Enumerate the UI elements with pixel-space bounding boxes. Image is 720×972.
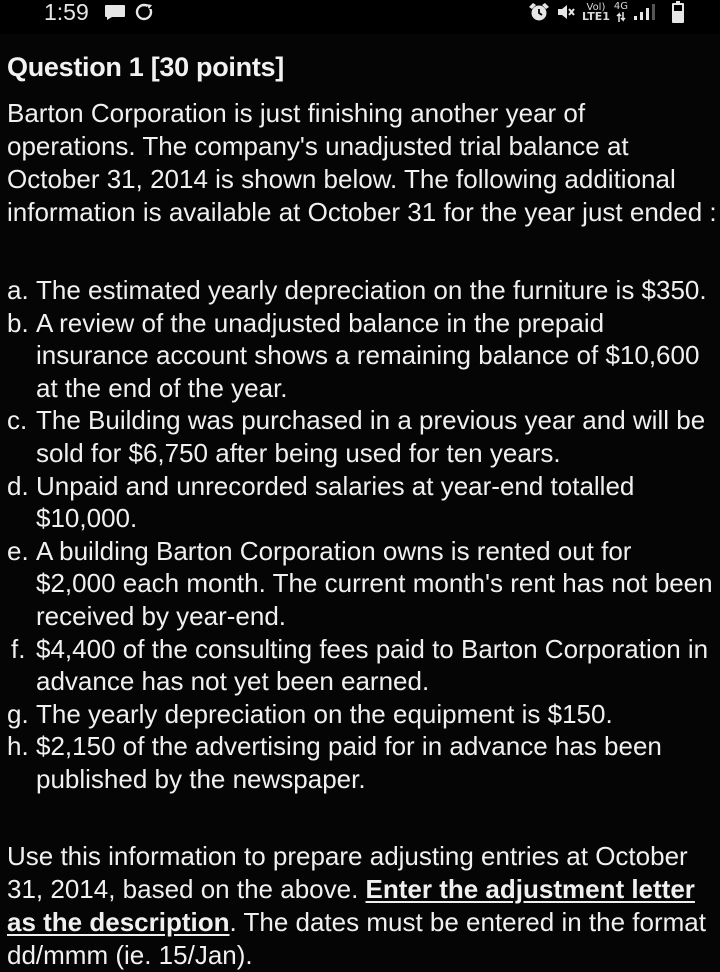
network-label: 4G	[613, 0, 628, 12]
adjustment-item-c	[0, 404, 718, 469]
question-intro: Barton Corporation is just finishing another year of operations. The company's unadjusted trial balance at October 31, 2014 is shown below. The following additional information is available at October 31 for the year just ended :	[7, 98, 717, 227]
adjustment-items-list	[0, 274, 720, 796]
message-icon	[104, 4, 126, 20]
item-text: The estimated yearly depreciation on the furniture is $350.	[36, 275, 707, 305]
question-instructions	[7, 840, 719, 972]
alarm-icon	[528, 1, 550, 23]
adjustment-item-g	[0, 698, 718, 731]
sync-icon	[134, 2, 154, 22]
adjustment-item-b	[0, 307, 718, 405]
status-left-icons	[104, 2, 154, 22]
instructions-text-end: . The dates must be entered in the format dd/mmm (ie. 15/Jan).	[7, 907, 706, 970]
item-text: $4,400 of the consulting fees paid to Barton Corporation in advance has not yet been earned.	[36, 633, 709, 697]
item-letter: a.	[7, 275, 29, 305]
item-letter: c.	[7, 405, 28, 436]
item-letter: h.	[7, 731, 29, 762]
instructions-text: Use this information to prepare adjusting entries at October 31, 2014, based on the above.	[7, 841, 688, 904]
status-right-icons	[528, 0, 684, 24]
adjustment-item-a	[0, 274, 718, 307]
item-text: A review of the unadjusted balance in the prepaid insurance account shows a remaining balance of $10,600 at the end of the year.	[36, 307, 700, 403]
item-letter: f.	[11, 633, 26, 664]
item-text: The yearly depreciation on the equipment is $150.	[36, 698, 613, 729]
item-text: Unpaid and unrecorded salaries at year-end totalled $10,000.	[36, 470, 635, 534]
lte-label: LTE1	[582, 10, 610, 23]
status-bar	[0, 0, 720, 30]
item-text: $2,150 of the advertising paid for in advance has been published by the newspaper.	[36, 731, 662, 794]
item-letter: d.	[7, 470, 29, 501]
volte-label: Vol)	[586, 2, 606, 13]
adjustment-item-e	[0, 535, 718, 633]
question-content	[0, 34, 720, 972]
adjustment-item-f	[0, 633, 718, 698]
adjustment-item-d	[0, 470, 718, 535]
item-letter: e.	[7, 535, 29, 566]
status-time: 1:59	[44, 0, 89, 25]
network-type-indicator	[582, 3, 610, 21]
mute-icon	[556, 2, 576, 22]
item-text: A building Barton Corporation owns is rented out for $2,000 each month. The current month's rent has not been received by year-end.	[36, 535, 713, 631]
item-letter: g.	[7, 698, 29, 729]
item-text: The Building was purchased in a previous year and will be sold for $6,750 after being used for ten years.	[36, 405, 706, 468]
instructions-emphasis: Enter the adjustment letter as the description	[7, 874, 695, 937]
question-title: Question 1 [30 points]	[7, 52, 284, 82]
adjustment-item-h	[0, 730, 718, 795]
network-4g-indicator	[614, 2, 628, 23]
signal-icon	[632, 3, 662, 21]
data-arrows-icon	[616, 11, 626, 23]
battery-icon	[672, 1, 684, 23]
item-letter: b.	[7, 307, 29, 338]
